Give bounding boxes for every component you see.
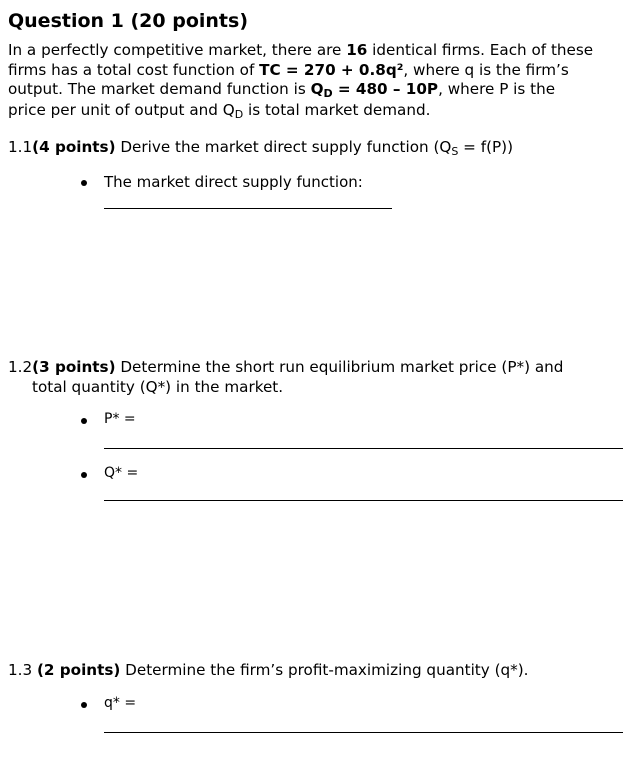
intro-line-1: In a perfectly competitive market, there are 16 identical firms. Each of these — [8, 41, 594, 59]
bullet-dot-icon — [81, 472, 87, 478]
answer-line-equilibrium-price[interactable] — [104, 448, 623, 449]
bullet-dot-icon — [81, 702, 87, 708]
intro-line-3: output. The market demand function is QD = 480 – 10P, where P is the — [8, 80, 556, 100]
intro-line-2: firms has a total cost function of TC = 270 + 0.8q², where q is the firm’s — [8, 60, 569, 79]
question-1-3: 1.3 (2 points) Determine the firm’s profit-maximizing quantity (q*). — [8, 661, 529, 679]
answer-line-supply-function[interactable] — [104, 208, 392, 209]
bullet-dot-icon — [81, 180, 87, 186]
answer-line-equilibrium-quantity[interactable] — [104, 500, 623, 501]
total-cost-function: TC = 270 + 0.8q² — [259, 60, 404, 79]
bullet-supply-function: The market direct supply function: — [104, 173, 363, 191]
question-intro — [8, 41, 634, 121]
answer-line-firm-quantity[interactable] — [104, 732, 623, 733]
bullet-equilibrium-price: P* = — [104, 411, 136, 427]
intro-line-4: price per unit of output and QD is total market demand. — [8, 100, 431, 121]
question-title: Question 1 (20 points) — [8, 10, 249, 32]
firm-count: 16 — [346, 41, 368, 59]
question-1-2: 1.2(3 points) Determine the short run equilibrium market price (P*) and total quantity (Q*) in the market. — [8, 358, 564, 396]
bullet-firm-quantity: q* = — [104, 695, 136, 711]
question-1-1: 1.1(4 points) Derive the market direct supply function (QS = f(P)) — [8, 138, 514, 158]
bullet-equilibrium-quantity: Q* = — [104, 465, 138, 481]
bullet-dot-icon — [81, 418, 87, 424]
demand-function: QD = 480 – 10P — [310, 80, 439, 100]
